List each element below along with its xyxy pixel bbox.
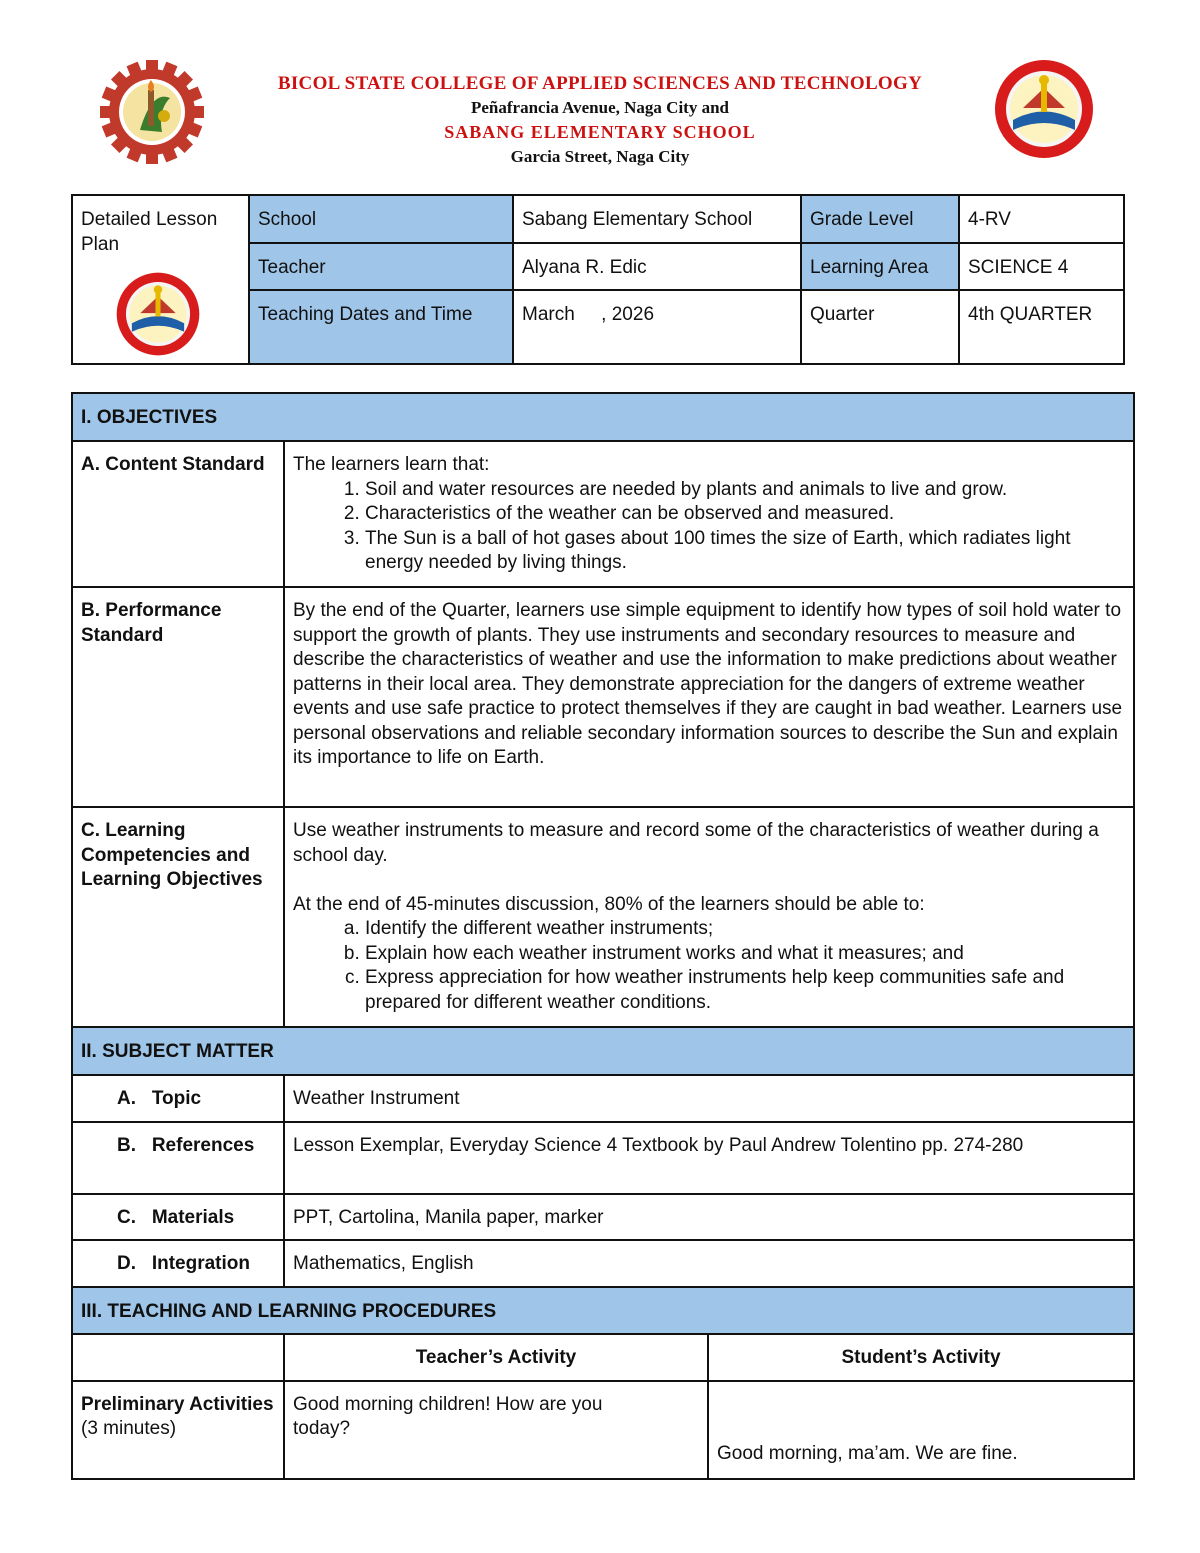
- topic-label: A. Topic: [72, 1075, 284, 1122]
- area-label: Learning Area: [801, 243, 959, 290]
- school-seal-icon: [993, 58, 1095, 160]
- subject-matter-section-title: II. SUBJECT MATTER: [72, 1027, 1134, 1075]
- college-seal-icon: [100, 60, 204, 164]
- references-value: Lesson Exemplar, Everyday Science 4 Textbook by Paul Andrew Tolentino pp. 274-280: [284, 1122, 1134, 1194]
- lesson-plan-table: [71, 392, 1135, 1480]
- document-header: [0, 55, 1200, 185]
- header-text: [200, 72, 1000, 170]
- materials-value: PPT, Cartolina, Manila paper, marker: [284, 1194, 1134, 1240]
- dlp-label: Detailed Lesson Plan: [81, 209, 218, 255]
- content-standard-list: [293, 478, 1125, 576]
- student-activity-header: Student’s Activity: [708, 1334, 1134, 1381]
- list-item: 3. The Sun is a ball of hot gases about 100 times the size of Earth, which radiates light energy needed by living things.: [365, 527, 1125, 576]
- content-standard-label: A. Content Standard: [72, 441, 284, 587]
- college-address: Peñafrancia Avenue, Naga City and: [471, 98, 729, 117]
- preliminary-cell: [72, 1381, 284, 1479]
- area-value: SCIENCE 4: [959, 243, 1124, 290]
- preliminary-duration: (3 minutes): [81, 1418, 177, 1439]
- school-name: SABANG ELEMENTARY SCHOOL: [444, 122, 756, 142]
- school-address: Garcia Street, Naga City: [510, 147, 690, 166]
- objectives-section-title: I. OBJECTIVES: [72, 393, 1134, 441]
- quarter-label: Quarter: [801, 290, 959, 364]
- grade-value: 4-RV: [959, 195, 1124, 243]
- school-value: Sabang Elementary School: [513, 195, 801, 243]
- performance-standard-label: B. Performance Standard: [72, 587, 284, 807]
- topic-value: Weather Instrument: [284, 1075, 1134, 1122]
- competency-list: [293, 917, 1125, 1015]
- procedures-blank-header: [72, 1334, 284, 1381]
- content-standard-cell: [284, 441, 1134, 587]
- student-response: Good morning, ma’am. We are fine.: [717, 1442, 1018, 1464]
- teacher-value: Alyana R. Edic: [513, 243, 801, 290]
- dlp-cell: [72, 195, 249, 364]
- student-response-cell: [708, 1381, 1134, 1479]
- list-item: a. Identify the different weather instruments;: [365, 917, 1125, 942]
- competency-text: Use weather instruments to measure and record some of the characteristics of weather during a school day.: [293, 820, 1099, 866]
- competency-label: C. Learning Competencies and Learning Objectives: [72, 807, 284, 1027]
- list-item: 1. Soil and water resources are needed by plants and animals to live and grow.: [365, 478, 1125, 503]
- preliminary-label: Preliminary Activities: [81, 1393, 274, 1415]
- content-standard-intro: The learners learn that:: [293, 454, 490, 475]
- school-seal-icon: [115, 271, 201, 357]
- performance-standard-text: By the end of the Quarter, learners use simple equipment to identify how types of soil hold water to support the growth of plants. They use instruments and secondary resources to measure and describe the characteristics of weather and use the information to make predictions about weather patterns in their local area. They demonstrate appreciation for the dangers of extreme weather events and use safe practice to protect themselves if they are caught in bad weather. Learners use personal observations and reliable secondary information sources to describe the Sun and explain its importance to life on Earth.: [284, 587, 1134, 807]
- materials-label: C. Materials: [72, 1194, 284, 1240]
- grade-label: Grade Level: [801, 195, 959, 243]
- teacher-activity-header: Teacher’s Activity: [284, 1334, 708, 1381]
- integration-value: Mathematics, English: [284, 1240, 1134, 1287]
- college-name: BICOL STATE COLLEGE OF APPLIED SCIENCES AND TECHNOLOGY: [277, 73, 923, 94]
- list-item: c. Express appreciation for how weather instruments help keep communities safe and prepared for different weather conditions.: [365, 966, 1125, 1015]
- procedures-section-title: III. TEACHING AND LEARNING PROCEDURES: [72, 1287, 1134, 1334]
- integration-label: D. Integration: [72, 1240, 284, 1287]
- list-item: b. Explain how each weather instrument works and what it measures; and: [365, 942, 1125, 967]
- lesson-info-table: [71, 194, 1125, 365]
- dates-value: March , 2026: [513, 290, 801, 364]
- competency-intro: At the end of 45-minutes discussion, 80% of the learners should be able to:: [293, 893, 925, 915]
- competency-cell: [284, 807, 1134, 1027]
- school-label: School: [249, 195, 513, 243]
- list-item: 2. Characteristics of the weather can be observed and measured.: [365, 502, 1125, 527]
- teacher-label: Teacher: [249, 243, 513, 290]
- quarter-value: 4th QUARTER: [959, 290, 1124, 364]
- dates-label: Teaching Dates and Time: [249, 290, 513, 364]
- references-label: B. References: [72, 1122, 284, 1194]
- teacher-greeting: Good morning children! How are you today?: [284, 1381, 708, 1479]
